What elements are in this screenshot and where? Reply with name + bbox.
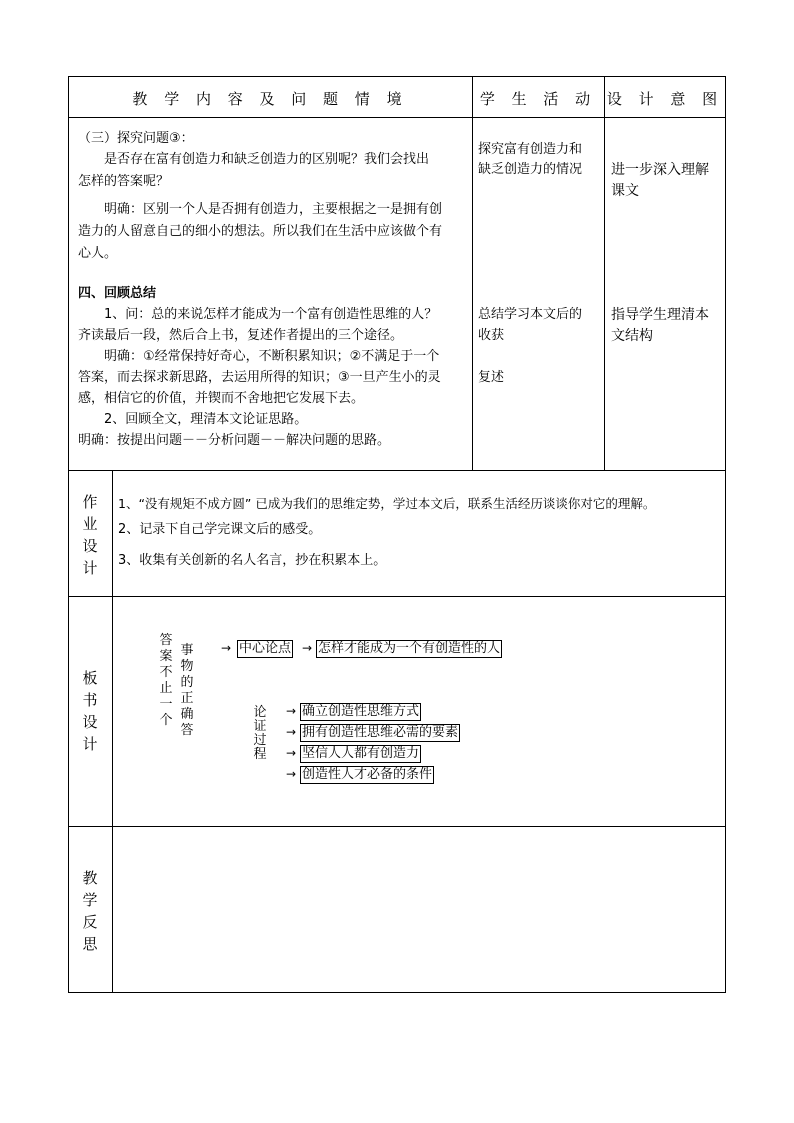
content-line: 明确：区别一个人是否拥有创造力，主要根据之一是拥有创 [104,202,443,217]
process-item: 创造性人才必备的条件 [302,767,433,782]
intent-text: 课文 [611,183,639,199]
activity-text: 总结学习本文后的 [478,307,583,322]
homework-item: 1、“没有规矩不成方圆” 已成为我们的思维定势，学过本文后，联系生活经历谈谈你对它的理解。 [118,496,656,511]
activity-text: 复述 [478,370,505,385]
table-border-left [68,76,69,993]
arrow-right-icon: → [286,767,297,781]
intent-text: 指导学生理清本 [611,307,709,323]
content-line: 心人。 [78,246,118,261]
homework-item: 3、收集有关创新的名人名言，抄在积累本上。 [118,553,387,568]
activity-text: 收获 [478,328,505,343]
arrow-right-icon: → [286,704,297,718]
arrow-right-icon: → [221,641,232,655]
activity-text: 缺乏创造力的情况 [478,162,583,177]
content-line: 明确：按提出问题－－分析问题－－解决问题的思路。 [78,433,391,448]
col-divider-2 [604,76,605,471]
activity-text: 探究富有创造力和 [478,142,583,157]
row-divider-board [68,826,726,827]
content-line: 2、回顾全文，理清本文论证思路。 [104,412,308,427]
process-item: 坚信人人都有创造力 [302,746,420,761]
content-line: 怎样的答案呢？ [78,174,170,189]
row-divider-content [68,470,726,471]
header-activity: 学 生 活 动 [479,90,597,108]
row-divider-homework [68,596,726,597]
center-argument-result: 怎样才能成为一个有创造性的人 [318,641,501,656]
center-argument-box: 中心论点 [239,641,292,656]
arrow-right-icon: → [286,746,297,760]
process-item: 确立创造性思维方式 [302,704,420,719]
table-border-right [725,76,726,993]
content-line: 1、问：总的来说怎样才能成为一个富有创造性思维的人？ [104,307,438,322]
content-line: （三）探究问题③： [78,131,194,146]
content-line: 答案，而去探求新思路，去运用所得的知识；③一旦产生小的灵 [78,370,441,385]
intent-text: 文结构 [611,328,653,344]
col-divider-1 [472,76,473,471]
col-divider-label [112,470,113,993]
arrow-right-icon: → [302,641,313,655]
arrow-right-icon: → [286,725,297,739]
header-content: 教 学 内 容 及 问 题 情 境 [132,90,408,108]
content-line: 感，相信它的价值，并锲而不舍地把它发展下去。 [78,391,365,406]
table-border-top [68,76,726,77]
content-line: 造力的人留意自己的细小的想法。所以我们在生活中应该做个有 [78,224,443,239]
homework-item: 2、记录下自己学完课文后的感受。 [118,522,322,537]
process-item: 拥有创造性思维必需的要素 [302,725,459,740]
header-intent: 设 计 意 图 [606,90,724,108]
section-title: 四、回顾总结 [78,286,157,301]
table-border-bottom [68,992,726,993]
intent-text: 进一步深入理解 [611,162,709,178]
row-divider-header [68,117,726,118]
content-line: 明确：①经常保持好奇心，不断积累知识；②不满足于一个 [104,349,440,364]
content-line: 是否存在富有创造力和缺乏创造力的区别呢？我们会找出 [104,152,430,167]
content-line: 齐读最后一段，然后合上书，复述作者提出的三个途径。 [78,328,404,343]
